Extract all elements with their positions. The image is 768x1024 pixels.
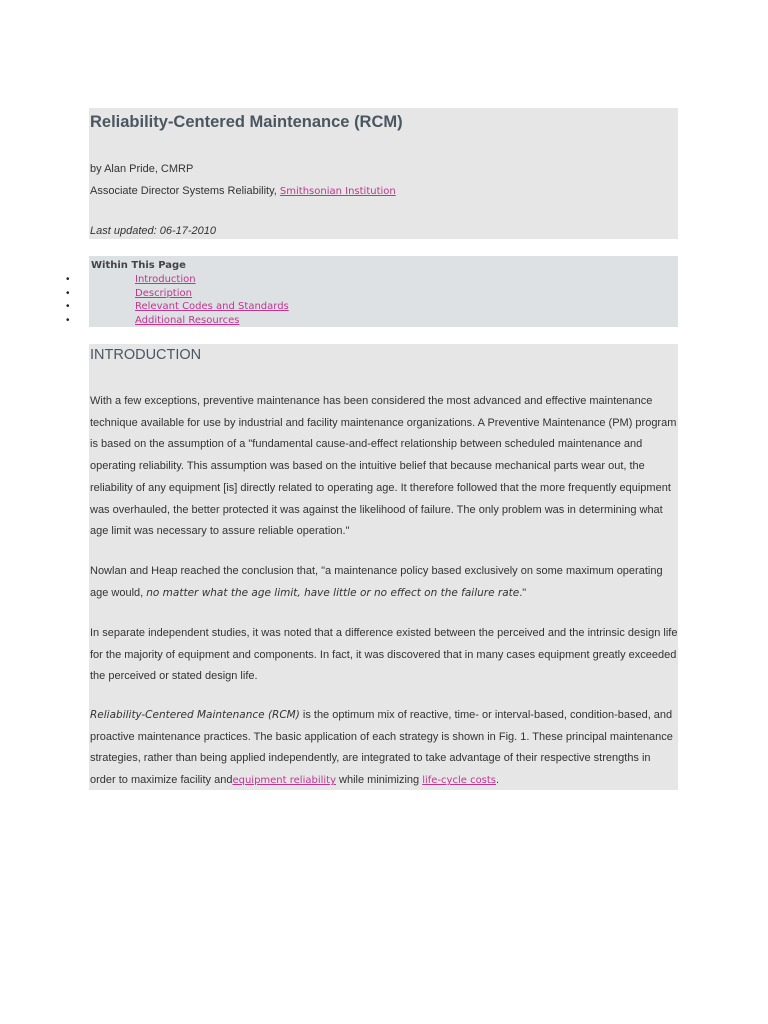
paragraph-4: [90, 705, 678, 792]
bullet-icon: •: [66, 314, 70, 326]
toc-link-codes-standards[interactable]: Relevant Codes and Standards: [135, 301, 289, 312]
p2-text-end: .": [519, 586, 527, 599]
life-cycle-costs-link[interactable]: life-cycle costs: [422, 775, 497, 787]
p4-mid-text: while minimizing: [336, 774, 423, 787]
introduction-section: [89, 344, 678, 790]
page-title: Reliability-Centered Maintenance (RCM): [90, 113, 403, 131]
p4-end-text: .: [496, 774, 500, 787]
toc-link-additional-resources[interactable]: Additional Resources: [135, 314, 240, 326]
affiliation-text: Associate Director Systems Reliability,: [90, 185, 280, 197]
last-updated: Last updated: 06-17-2010: [90, 225, 216, 237]
paragraph-2: [90, 561, 678, 604]
header-block: [89, 108, 678, 239]
author-byline: by Alan Pride, CMRP: [90, 163, 194, 175]
bullet-icon: •: [66, 274, 70, 285]
p2-italic-quote: no matter what the age limit, have little or no effect on the failure rate: [146, 586, 520, 599]
toc-title: Within This Page: [91, 260, 186, 271]
paragraph-1: With a few exceptions, preventive maintenance has been considered the most advanced and effective maintenance technique available for use by industrial and facility maintenance organizations. A Preventive Maintenance (PM) program is based on the assumption of a "fundamental cause-and-effect relationship between scheduled maintenance and operating reliability. This assumption was based on the intuitive belief that because mechanical parts wear out, the reliability of any equipment [is] directly related to operating age. It therefore followed that the more frequently equipment was overhauled, the better protected it was against the likelihood of failure. The only problem was in determining what age limit was necessary to assure reliable operation.": [90, 395, 677, 538]
p2-text-start: Nowlan and Heap reached the conclusion that, "a maintenance policy based exclusively on some maximum operating age would,: [90, 565, 663, 599]
p4-text: is the optimum mix of reactive, time- or interval-based, condition-based, and proactive maintenance practices. The basic application of each strategy is shown in Fig. 1. These principal maintenance strategies, rather than being applied independently, are integrated to take advantage of their respective strengths in order to maximize facility and: [90, 709, 673, 787]
rcm-term: Reliability-Centered Maintenance (RCM): [90, 709, 300, 721]
toc-link-description[interactable]: Description: [135, 287, 192, 299]
equipment-reliability-link[interactable]: equipment reliability: [232, 775, 336, 787]
toc-link-introduction[interactable]: Introduction: [135, 274, 196, 285]
paragraph-3: In separate independent studies, it was noted that a difference existed between the perceived and the intrinsic design life for the majority of equipment and components. In fact, it was discovered that in many cases equipment greatly exceeded the perceived or stated design life.: [90, 627, 678, 683]
section-heading: INTRODUCTION: [90, 347, 202, 363]
smithsonian-link[interactable]: Smithsonian Institution: [279, 186, 396, 197]
bullet-icon: •: [66, 287, 70, 299]
author-affiliation: [90, 185, 396, 197]
table-of-contents: [66, 256, 678, 327]
bullet-icon: •: [66, 301, 70, 312]
